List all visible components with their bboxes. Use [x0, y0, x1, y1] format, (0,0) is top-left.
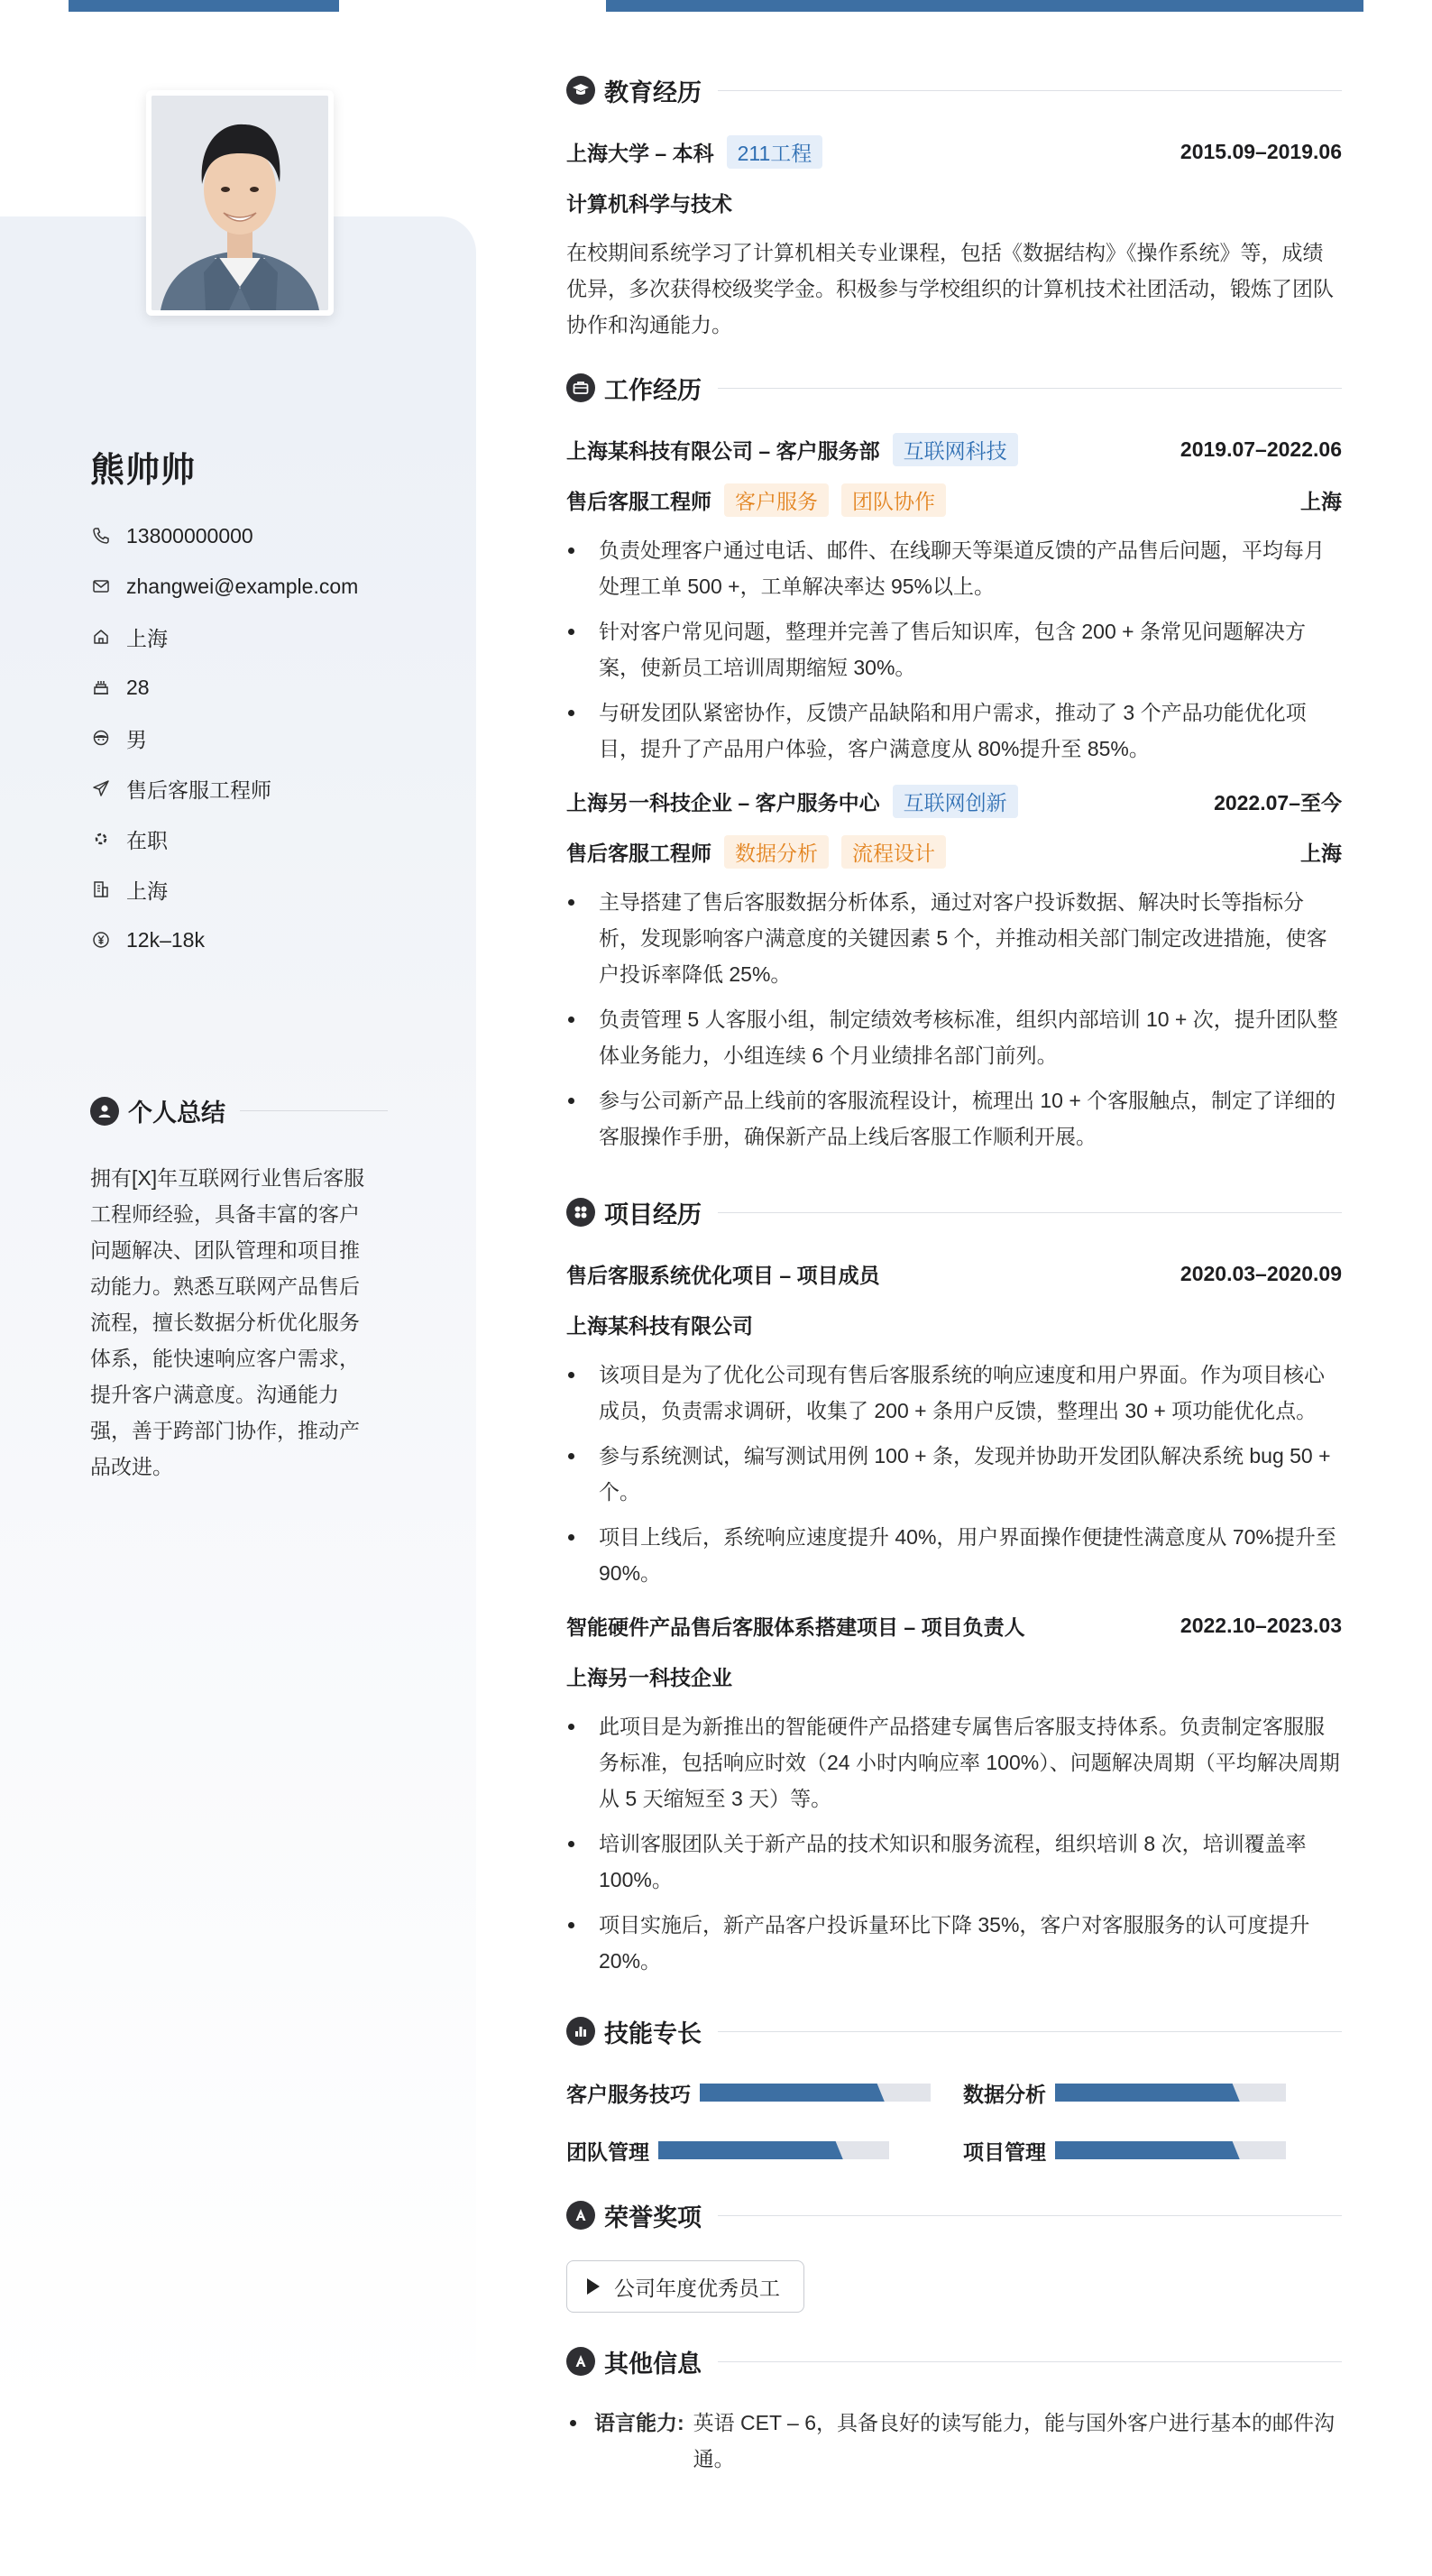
top-accent-bar-left	[69, 0, 339, 12]
work-role-row	[566, 474, 1342, 525]
work-date: 2019.07–2022.06	[1180, 437, 1342, 461]
skill-bar	[1055, 2084, 1286, 2102]
summary-heading	[90, 1093, 388, 1128]
work-bullet: 参与公司新产品上线前的客服流程设计，梳理出 10 + 个客服触点，制定了详细的客服操作手册，确保新产品上线后客服工作顺利开展。	[566, 1082, 1342, 1155]
skill-label: 项目管理	[963, 2139, 1046, 2164]
work-company: 上海另一科技企业 – 客户服务中心	[566, 790, 880, 814]
skill-bar-fill	[1055, 2084, 1240, 2102]
project-item	[566, 1248, 1342, 1591]
building-icon	[90, 879, 112, 900]
skill-bar-fill	[700, 2084, 885, 2102]
send-icon	[90, 777, 112, 799]
avatar	[146, 90, 334, 316]
work-skill-tag: 客户服务	[724, 483, 829, 517]
other-title: 其他信息	[604, 2350, 702, 2378]
project-bullet: 参与系统测试，编写测试用例 100 + 条，发现并协助开发团队解决系统 bug 50 + 个。	[566, 1438, 1342, 1510]
project-org: 上海另一科技企业	[566, 1665, 732, 1689]
project-org-row	[566, 1651, 1342, 1701]
phone-icon	[90, 525, 112, 547]
awards-heading	[566, 2190, 1342, 2240]
summary-text: 拥有[X]年互联网行业售后客服工程师经验，具备丰富的客户问题解决、团队管理和项目推动能力。熟悉互联网产品售后流程，擅长数据分析优化服务体系，能快速响应客户需求，提升客户满意度。沟通能力强，善于跨部门协作，推动产品改进。	[90, 1166, 365, 1478]
project-bullet: 项目实施后，新产品客户投诉量环比下降 35%，客户对客服服务的认可度提升 20%。	[566, 1907, 1342, 1979]
project-date: 2020.03–2020.09	[1180, 1261, 1342, 1285]
avatar-photo	[151, 96, 328, 310]
skill-bar	[700, 2084, 931, 2102]
project-bullet: 此项目是为新推出的智能硬件产品搭建专属售后客服支持体系。负责制定客服服务标准，包括响应时效（24 小时内响应率 100%）、问题解决周期（平均解决周期从 5 天缩短至 3 天）等。	[566, 1708, 1342, 1817]
work-date: 2022.07–至今	[1214, 790, 1342, 814]
contact-phone	[90, 511, 397, 561]
contact-work-city-value: 上海	[126, 879, 168, 903]
other-value: 英语 CET – 6，具备良好的读写能力，能与国外客户进行基本的邮件沟通。	[693, 2411, 1336, 2470]
work-company: 上海某科技有限公司 – 客户服务部	[566, 438, 880, 463]
yuan-icon	[90, 929, 112, 951]
skill-label: 团队管理	[566, 2139, 649, 2164]
skill-item	[963, 2064, 1342, 2121]
info-icon	[566, 2347, 595, 2376]
project-header	[566, 1248, 1342, 1299]
work-role-row	[566, 826, 1342, 877]
work-role: 售后客服工程师	[566, 489, 711, 513]
cake-icon	[90, 676, 112, 698]
skill-bar-fill	[658, 2141, 843, 2159]
work-bullet: 与研发团队紧密协作，反馈产品缺陷和用户需求，推动了 3 个产品功能优化项目，提升了产品用户体验，客户满意度从 80%提升至 85%。	[566, 695, 1342, 767]
work-item	[566, 424, 1342, 767]
other-heading	[566, 2336, 1342, 2387]
contact-age	[90, 662, 397, 713]
contact-gender	[90, 713, 397, 763]
work-skill-tag: 团队协作	[841, 483, 946, 517]
other-divider	[718, 2361, 1342, 2362]
summary-title: 个人总结	[128, 1099, 225, 1127]
skill-item	[566, 2121, 963, 2179]
project-name: 智能硬件产品售后客服体系搭建项目 – 项目负责人	[566, 1615, 1025, 1639]
education-major: 计算机科学与技术	[566, 191, 732, 216]
project-org: 上海某科技有限公司	[566, 1313, 753, 1338]
projects-title: 项目经历	[604, 1201, 702, 1228]
awards-title: 荣誉奖项	[604, 2203, 702, 2231]
skills-grid	[566, 2064, 1342, 2179]
skill-bar	[1055, 2141, 1286, 2159]
contact-email-value: zhangwei@example.com	[126, 574, 359, 598]
user-icon	[90, 1097, 119, 1126]
education-tag: 211工程	[727, 135, 823, 169]
contact-status	[90, 814, 397, 864]
contact-city-value: 上海	[126, 626, 168, 650]
home-icon	[90, 626, 112, 648]
status-icon	[90, 828, 112, 850]
award-item	[566, 2260, 804, 2313]
contact-status-value: 在职	[126, 828, 168, 852]
bullet-dot	[570, 2420, 576, 2426]
work-bullet: 负责管理 5 人客服小组，制定绩效考核标准，组织内部培训 10 + 次，提升团队整体业务能力，小组连续 6 个月业绩排名部门前列。	[566, 1001, 1342, 1073]
project-name: 售后客服系统优化项目 – 项目成员	[566, 1263, 880, 1287]
project-item	[566, 1600, 1342, 1979]
briefcase-icon	[566, 373, 595, 402]
skills-heading	[566, 2006, 1342, 2056]
candidate-name: 熊帅帅	[90, 452, 197, 490]
skill-item	[963, 2121, 1342, 2179]
work-skill-tag: 流程设计	[841, 835, 946, 869]
skills-divider	[718, 2031, 1342, 2032]
education-description: 在校期间系统学习了计算机相关专业课程，包括《数据结构》《操作系统》等，成绩优异，多次获得校级奖学金。积极参与学校组织的计算机技术社团活动，锻炼了团队协作和沟通能力。	[566, 241, 1334, 336]
work-title: 工作经历	[604, 376, 702, 404]
skill-bar-fill	[1055, 2141, 1240, 2159]
contact-gender-value: 男	[126, 727, 147, 751]
grid-icon	[566, 1198, 595, 1227]
contact-position-value: 售后客服工程师	[126, 777, 271, 802]
project-bullets	[566, 1357, 1342, 1591]
project-bullets	[566, 1708, 1342, 1979]
work-item-header	[566, 424, 1342, 474]
work-bullet: 负责处理客户通过电话、邮件、在线聊天等渠道反馈的产品售后问题，平均每月处理工单 500 +，工单解决率达 95%以上。	[566, 532, 1342, 604]
work-industry-tag: 互联网创新	[893, 785, 1018, 818]
project-date: 2022.10–2023.03	[1180, 1613, 1342, 1637]
other-list	[566, 2405, 1342, 2477]
work-bullets	[566, 884, 1342, 1155]
main-column	[566, 65, 1342, 2477]
work-location: 上海	[1300, 841, 1342, 865]
top-accent-bar-right	[606, 0, 1363, 12]
project-bullet: 该项目是为了优化公司现有售后客服系统的响应速度和用户界面。作为项目核心成员，负责需求调研，收集了 200 + 条用户反馈，整理出 30 + 项功能优化点。	[566, 1357, 1342, 1429]
education-heading	[566, 65, 1342, 115]
contact-list	[90, 511, 397, 965]
project-bullet: 项目上线后，系统响应速度提升 40%，用户界面操作便捷性满意度从 70%提升至 90%。	[566, 1519, 1342, 1591]
project-header	[566, 1600, 1342, 1651]
contact-work-city	[90, 864, 397, 915]
work-bullets	[566, 532, 1342, 767]
work-bullet: 主导搭建了售后客服数据分析体系，通过对客户投诉数据、解决时长等指标分析，发现影响客户满意度的关键因素 5 个，并推动相关部门制定改进措施，使客户投诉率降低 25%。	[566, 884, 1342, 992]
award-label: 公司年度优秀员工	[614, 2276, 780, 2300]
skills-title: 技能专长	[604, 2019, 702, 2047]
contact-phone-value: 13800000000	[126, 523, 253, 547]
skill-label: 客户服务技巧	[566, 2082, 691, 2106]
projects-heading	[566, 1187, 1342, 1237]
education-divider	[718, 90, 1342, 91]
work-heading	[566, 363, 1342, 413]
skill-item	[566, 2064, 963, 2121]
gender-icon	[90, 727, 112, 749]
work-industry-tag: 互联网科技	[893, 433, 1018, 466]
bar-chart-icon	[566, 2017, 595, 2046]
contact-email	[90, 561, 397, 612]
award-icon	[566, 2201, 595, 2230]
awards-divider	[718, 2215, 1342, 2216]
work-location: 上海	[1300, 489, 1342, 513]
contact-salary	[90, 915, 397, 965]
graduation-cap-icon	[566, 76, 595, 105]
work-divider	[718, 388, 1342, 389]
contact-salary-value: 12k–18k	[126, 927, 205, 952]
education-date: 2015.09–2019.06	[1180, 139, 1342, 163]
project-bullet: 培训客服团队关于新产品的技术知识和服务流程，组织培训 8 次，培训覆盖率 100%。	[566, 1826, 1342, 1898]
skill-label: 数据分析	[963, 2082, 1046, 2106]
education-school-row	[566, 126, 1342, 177]
work-bullet: 针对客户常见问题，整理并完善了售后知识库，包含 200 + 条常见问题解决方案，使新员工培训周期缩短 30%。	[566, 613, 1342, 685]
education-title: 教育经历	[604, 78, 702, 106]
work-item	[566, 776, 1342, 1155]
education-school: 上海大学 – 本科	[566, 141, 714, 165]
play-icon	[587, 2278, 600, 2295]
work-role: 售后客服工程师	[566, 841, 711, 865]
other-item	[566, 2405, 1342, 2477]
contact-position	[90, 763, 397, 814]
work-item-header	[566, 776, 1342, 826]
skill-bar	[658, 2141, 889, 2159]
projects-divider	[718, 1212, 1342, 1213]
other-key: 语言能力:	[594, 2411, 684, 2434]
summary-divider	[240, 1110, 388, 1111]
contact-age-value: 28	[126, 675, 150, 699]
contact-city	[90, 612, 397, 662]
awards-list	[566, 2260, 1342, 2313]
project-org-row	[566, 1299, 1342, 1349]
mail-icon	[90, 575, 112, 597]
work-skill-tag: 数据分析	[724, 835, 829, 869]
education-major-row	[566, 177, 1342, 227]
